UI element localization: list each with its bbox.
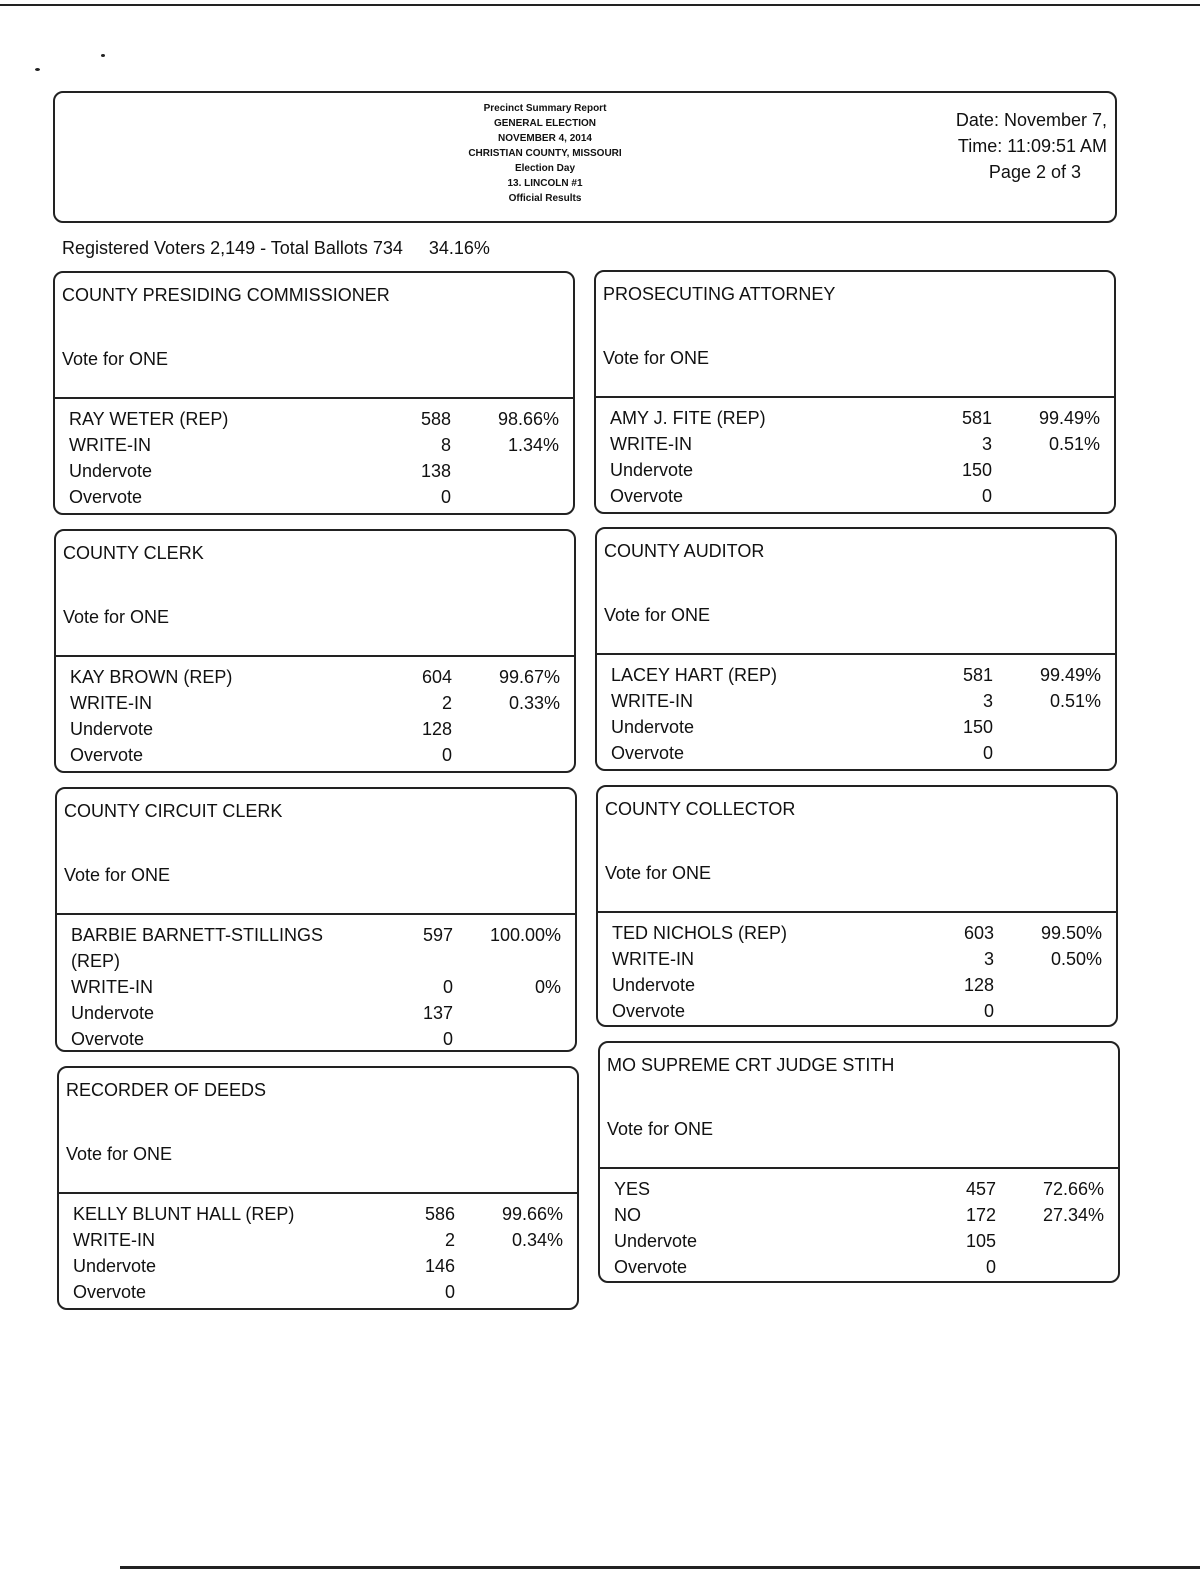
vote-count: 2 (444, 1230, 455, 1250)
candidate-name: Overvote (73, 1282, 147, 1302)
candidate-name: WRITE-IN (612, 949, 694, 969)
candidate-name: WRITE-IN (69, 435, 151, 455)
candidate-name: BARBIE BARNETT-STILLINGS (71, 925, 324, 945)
candidate-name: Overvote (614, 1257, 688, 1277)
vote-count: 0 (983, 1001, 994, 1021)
vote-instruction: Vote for ONE (603, 348, 710, 368)
race-title: COUNTY CLERK (63, 543, 204, 563)
vote-percent: 0.51% (1049, 691, 1101, 711)
candidate-row (56, 743, 574, 769)
candidate-name: Undervote (614, 1231, 698, 1251)
vote-count: 0 (444, 1282, 455, 1302)
race-title: COUNTY AUDITOR (604, 541, 765, 561)
vote-instruction: Vote for ONE (607, 1119, 714, 1139)
vote-percent: 99.66% (501, 1204, 563, 1224)
candidate-row (59, 1280, 577, 1306)
vote-count: 0 (982, 743, 993, 763)
candidate-row (596, 432, 1114, 458)
race-presiding-commissioner (53, 271, 575, 515)
vote-instruction: Vote for ONE (64, 865, 171, 885)
candidate-name: Overvote (612, 1001, 686, 1021)
vote-count: 0 (442, 977, 453, 997)
vote-count: 588 (420, 409, 451, 429)
scan-speck (35, 68, 40, 71)
vote-count: 150 (962, 717, 993, 737)
turnout-text: Registered Voters 2,149 - Total Ballots 734 (62, 238, 403, 258)
candidate-party: (REP) (71, 951, 120, 971)
candidate-name: WRITE-IN (70, 693, 152, 713)
vote-count: 457 (965, 1179, 996, 1199)
vote-count: 603 (963, 923, 994, 943)
vote-percent: 72.66% (1042, 1179, 1104, 1199)
vote-instruction: Vote for ONE (604, 605, 711, 625)
vote-count: 2 (441, 693, 452, 713)
race-prosecuting-attorney (594, 270, 1116, 514)
candidate-row (597, 741, 1115, 767)
candidate-name: KAY BROWN (REP) (70, 667, 233, 687)
candidate-row (55, 485, 573, 511)
vote-count: 581 (962, 665, 993, 685)
candidate-row (596, 484, 1114, 510)
candidate-row (57, 923, 575, 949)
vote-percent: 0.50% (1050, 949, 1102, 969)
candidate-name: Undervote (69, 461, 153, 481)
candidate-row (600, 1203, 1118, 1229)
vote-percent: 1.34% (507, 435, 559, 455)
report-title-block (385, 101, 705, 206)
vote-instruction: Vote for ONE (62, 349, 169, 369)
race-title: MO SUPREME CRT JUDGE STITH (607, 1055, 895, 1075)
candidate-name: YES (614, 1179, 651, 1199)
vote-count: 146 (424, 1256, 455, 1276)
candidate-row (56, 665, 574, 691)
candidate-name: Undervote (610, 460, 694, 480)
turnout-summary (62, 238, 490, 259)
candidate-name: Overvote (71, 1029, 145, 1049)
report-date: Date: November 7, (955, 110, 1107, 130)
vote-count: 0 (441, 745, 452, 765)
race-county-clerk (54, 529, 576, 773)
vote-count: 138 (420, 461, 451, 481)
vote-percent: 0% (534, 977, 561, 997)
candidate-row (55, 407, 573, 433)
race-recorder-of-deeds (57, 1066, 579, 1310)
candidate-row (59, 1254, 577, 1280)
vote-instruction: Vote for ONE (63, 607, 170, 627)
vote-percent: 0.33% (508, 693, 560, 713)
candidate-name: TED NICHOLS (REP) (612, 923, 788, 943)
candidate-name: RAY WETER (REP) (69, 409, 229, 429)
candidate-row (596, 458, 1114, 484)
candidate-name: WRITE-IN (71, 977, 153, 997)
candidate-name: LACEY HART (REP) (611, 665, 778, 685)
candidate-row (56, 691, 574, 717)
candidate-name: Overvote (69, 487, 143, 507)
vote-percent: 99.50% (1040, 923, 1102, 943)
vote-count: 3 (983, 949, 994, 969)
race-title: COUNTY CIRCUIT CLERK (64, 801, 283, 821)
jurisdiction: CHRISTIAN COUNTY, MISSOURI (468, 148, 622, 159)
candidate-name: NO (614, 1205, 641, 1225)
candidate-name: Overvote (611, 743, 685, 763)
candidate-name: Overvote (70, 745, 144, 765)
vote-percent: 0.51% (1048, 434, 1100, 454)
vote-count: 581 (961, 408, 992, 428)
candidate-row (600, 1229, 1118, 1255)
candidate-name: KELLY BLUNT HALL (REP) (73, 1204, 295, 1224)
vote-count: 172 (965, 1205, 996, 1225)
turnout-percent: 34.16% (428, 238, 490, 258)
vote-count: 0 (981, 486, 992, 506)
vote-count: 8 (440, 435, 451, 455)
candidate-row (55, 433, 573, 459)
candidate-name: WRITE-IN (610, 434, 692, 454)
candidate-name: Undervote (73, 1256, 157, 1276)
vote-count: 0 (985, 1257, 996, 1277)
candidate-name: WRITE-IN (73, 1230, 155, 1250)
report-time: Time: 11:09:51 AM (957, 136, 1107, 156)
vote-count: 128 (963, 975, 994, 995)
vote-instruction: Vote for ONE (605, 863, 712, 883)
candidate-name: Undervote (70, 719, 154, 739)
vote-count: 0 (440, 487, 451, 507)
vote-count: 3 (982, 691, 993, 711)
vote-count: 137 (422, 1003, 453, 1023)
candidate-row (598, 921, 1116, 947)
candidate-row-continued (57, 949, 575, 975)
candidate-row (56, 717, 574, 743)
candidate-row (59, 1202, 577, 1228)
vote-instruction: Vote for ONE (66, 1144, 173, 1164)
vote-percent: 100.00% (489, 925, 561, 945)
vote-count: 0 (442, 1029, 453, 1049)
candidate-name: Undervote (71, 1003, 155, 1023)
results-status: Official Results (508, 193, 582, 204)
vote-count: 105 (965, 1231, 996, 1251)
race-title: COUNTY COLLECTOR (605, 799, 796, 819)
candidate-row (600, 1255, 1118, 1281)
vote-percent: 98.66% (497, 409, 559, 429)
candidate-row (57, 1001, 575, 1027)
race-county-collector (596, 785, 1118, 1027)
race-supreme-court-stith (598, 1041, 1120, 1283)
race-circuit-clerk (55, 787, 577, 1052)
report-title: Precinct Summary Report (483, 103, 607, 114)
candidate-name: Undervote (612, 975, 696, 995)
candidate-name: WRITE-IN (611, 691, 693, 711)
report-header (53, 91, 1117, 223)
candidate-name: AMY J. FITE (REP) (610, 408, 766, 428)
candidate-name: Undervote (611, 717, 695, 737)
vote-count: 597 (422, 925, 453, 945)
candidate-row (598, 973, 1116, 999)
vote-count: 128 (421, 719, 452, 739)
candidate-row (598, 999, 1116, 1025)
candidate-row (596, 406, 1114, 432)
race-title: COUNTY PRESIDING COMMISSIONER (62, 285, 390, 305)
vote-count: 150 (961, 460, 992, 480)
scan-border-bottom (120, 1566, 1200, 1569)
candidate-row (597, 689, 1115, 715)
candidate-row (597, 715, 1115, 741)
candidate-name: Overvote (610, 486, 684, 506)
candidate-row (597, 663, 1115, 689)
scan-border-top (0, 4, 1200, 6)
race-title: RECORDER OF DEEDS (66, 1080, 267, 1100)
precinct-name: 13. LINCOLN #1 (507, 178, 583, 189)
vote-count: 604 (421, 667, 452, 687)
vote-percent: 0.34% (511, 1230, 563, 1250)
election-date: NOVEMBER 4, 2014 (498, 133, 592, 144)
candidate-row (598, 947, 1116, 973)
page-number: Page 2 of 3 (988, 162, 1081, 182)
candidate-row (57, 1027, 575, 1053)
election-name: GENERAL ELECTION (493, 118, 597, 129)
race-title: PROSECUTING ATTORNEY (603, 284, 836, 304)
vote-percent: 99.67% (498, 667, 560, 687)
vote-count: 586 (424, 1204, 455, 1224)
candidate-row (57, 975, 575, 1001)
vote-percent: 99.49% (1039, 665, 1101, 685)
race-county-auditor (595, 527, 1117, 771)
candidate-row (55, 459, 573, 485)
vote-count: 3 (981, 434, 992, 454)
scan-speck (101, 54, 105, 57)
vote-percent: 27.34% (1042, 1205, 1104, 1225)
candidate-row (600, 1177, 1118, 1203)
report-meta (927, 107, 1107, 185)
candidate-row (59, 1228, 577, 1254)
vote-percent: 99.49% (1038, 408, 1100, 428)
ballot-type: Election Day (514, 163, 576, 174)
